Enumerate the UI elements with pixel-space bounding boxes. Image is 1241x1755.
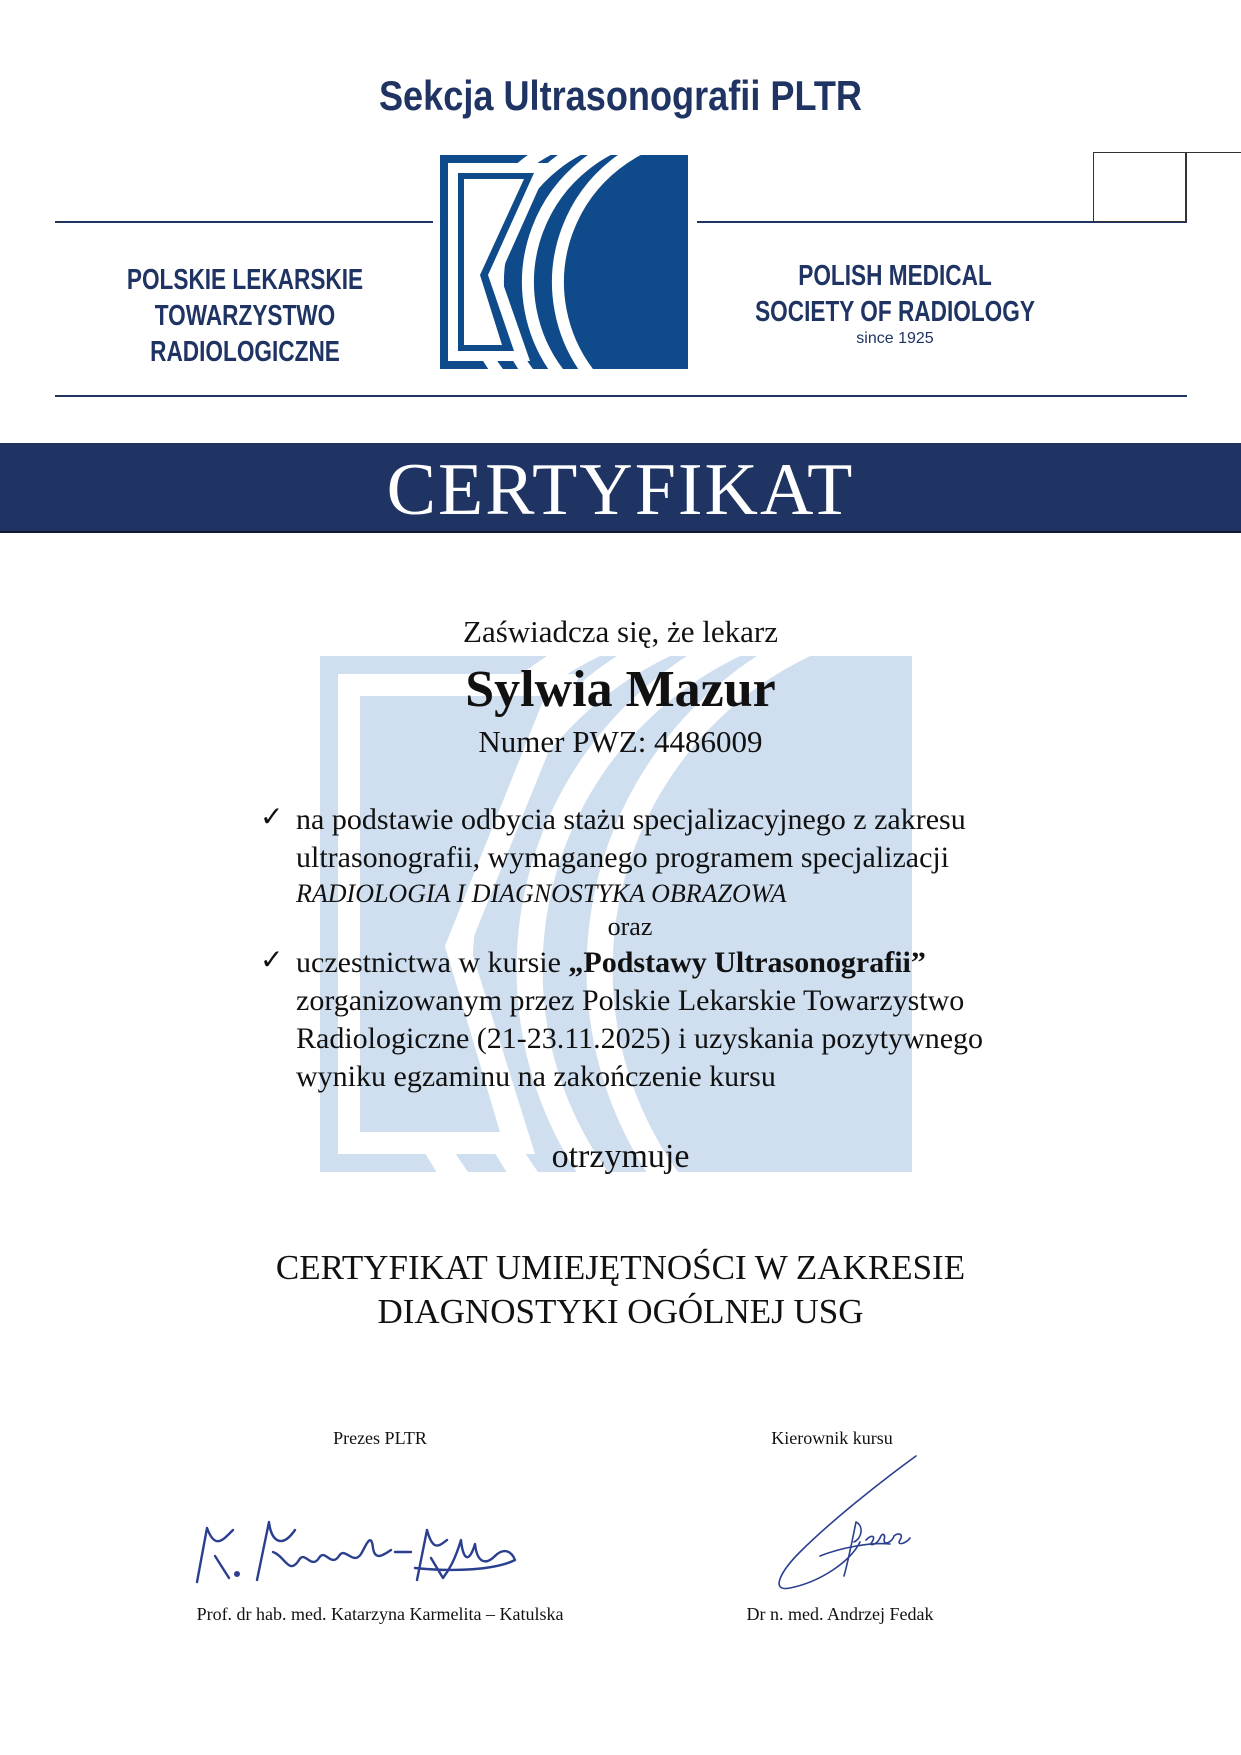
course-name: „Podstawy Ultrasonografii” [568, 946, 926, 979]
criterion-2-line1 [296, 944, 1096, 982]
criterion-2 [296, 944, 1096, 1096]
checkmark-icon: ✓ [260, 945, 284, 976]
criterion-1-line2: ultrasonografii, wymaganego programem specjalizacji [296, 841, 950, 874]
receives-text: otrzymuje [551, 1138, 690, 1175]
pltr-logo-icon [440, 155, 688, 369]
criterion-1-line1: na podstawie odbycia stażu specjalizacyjnego z zakresu [296, 803, 966, 836]
right-signatory-name: Dr n. med. Andrzej Fedak [746, 1604, 934, 1624]
corner-box-1 [1093, 152, 1187, 222]
left-signature-icon [185, 1500, 525, 1590]
pwz-number: Numer PWZ: 4486009 [478, 724, 763, 759]
certificate-name [0, 1246, 1241, 1334]
criterion-2-line2: zorganizowanym przez Polskie Lekarskie Towarzystwo [296, 984, 965, 1017]
specialization-name: RADIOLOGIA I DIAGNOSTYKA OBRAZOWA [296, 879, 787, 908]
org-name-en-line2: SOCIETY OF RADIOLOGY [755, 296, 1035, 328]
org-name-pl-line2: TOWARZYSTWO RADIOLOGICZNE [150, 300, 340, 368]
intro-text: Zaświadcza się, że lekarz [463, 614, 778, 649]
certificate-name-line1: CERTYFIKAT UMIEJĘTNOŚCI W ZAKRESIE [275, 1248, 966, 1287]
corner-box-2 [1185, 152, 1241, 221]
left-signatory-name: Prof. dr hab. med. Katarzyna Karmelita – Katulska [196, 1604, 564, 1624]
section-title: Sekcja Ultrasonografii PLTR [378, 72, 863, 119]
criterion-2-prefix: uczestnictwa w kursie [296, 946, 569, 979]
oraz-text: oraz [607, 912, 653, 941]
recipient-name: Sylwia Mazur [465, 661, 776, 718]
org-name-pl [40, 262, 450, 370]
checkmark-icon: ✓ [260, 802, 284, 833]
criterion-1 [296, 801, 1096, 911]
criterion-2-line3: Radiologiczne (21-23.11.2025) i uzyskania pozytywnego [296, 1022, 984, 1055]
org-name-en [705, 258, 1085, 348]
left-signatory-role: Prezes PLTR [333, 1428, 427, 1448]
org-since: since 1925 [856, 330, 934, 347]
right-signature-icon [760, 1452, 930, 1597]
org-name-pl-line1: POLSKIE LEKARSKIE [126, 264, 364, 296]
right-signatory-role: Kierownik kursu [771, 1428, 893, 1448]
certificate-title: CERTYFIKAT [386, 449, 855, 531]
criterion-2-line4: wyniku egzaminu na zakończenie kursu [296, 1060, 776, 1093]
header-rule-left [55, 221, 433, 223]
header-rule-bottom [55, 395, 1187, 397]
org-name-en-line1: POLISH MEDICAL [798, 260, 992, 292]
certificate-name-line2: DIAGNOSTYKI OGÓLNEJ USG [377, 1292, 864, 1331]
